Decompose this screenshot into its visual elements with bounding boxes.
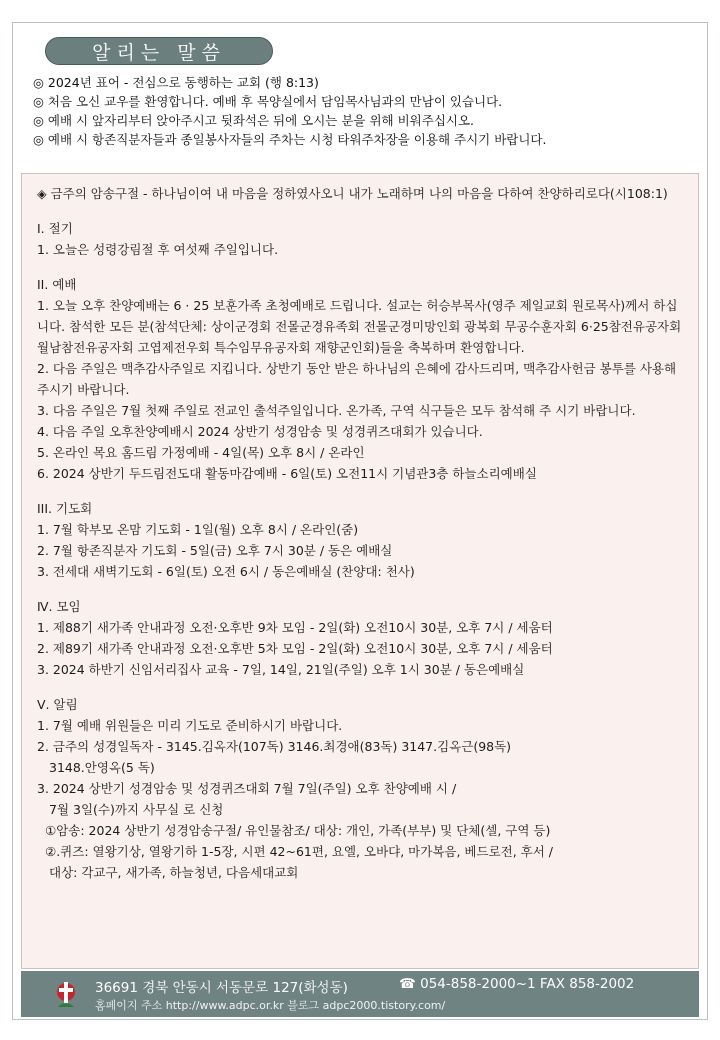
church-website-link[interactable]: 홈페이지 주소 http://www.adpc.or.kr 블로그 adpc2000.tistory.com/ (95, 999, 446, 1012)
church-footer (21, 971, 699, 1017)
section-item: 3. 2024 하반기 신임서리집사 교육 - 7일, 14일, 21일(주일) 오후 1시 30분 / 동은예배실 (37, 662, 525, 677)
section-item: 6. 2024 상반기 두드림전도대 활동마감예배 - 6일(토) 오전11시 기념관3층 하늘소리예배실 (37, 466, 537, 481)
section-heading: Ⅴ. 알림 (37, 697, 78, 712)
section-news (37, 694, 688, 883)
notice-item: ◎ 예배 시 항존직분자들과 종일봉사자들의 주차는 시청 타워주차장을 이용해 주시기 바랍니다. (33, 132, 547, 147)
notice-list (33, 73, 693, 149)
section-item: 5. 온라인 목요 홈드림 가정예배 - 4일(목) 오후 8시 / 온라인 (37, 445, 365, 460)
section-item: 2. 금주의 성경일독자 - 3145.김옥자(107독) 3146.최경애(83독) 3147.김옥근(98독) (37, 739, 512, 754)
section-worship (37, 274, 688, 484)
memory-verse: ◈ 금주의 암송구절 - 하나님이여 내 마음을 정하였사오니 내가 노래하며 나의 마음을 다하여 찬양하리로다(시108:1) (37, 186, 668, 201)
section-item-continued: 대상: 각교구, 새가족, 하늘청년, 다음세대교회 (49, 865, 299, 880)
section-item-continued: 7월 3일(수)까지 사무실 로 신청 (49, 802, 224, 817)
section-item-continued: 3148.안영옥(5 독) (49, 760, 155, 775)
section-heading: Ⅳ. 모임 (37, 599, 81, 614)
section-item: 3. 2024 상반기 성경암송 및 성경퀴즈대회 7월 7일(주일) 오후 찬양예배 시 / (37, 781, 457, 796)
section-item: 3. 다음 주일은 7월 첫째 주일로 전교인 출석주일입니다. 온가족, 구역 식구들은 모두 참석해 주 시기 바랍니다. (37, 403, 636, 418)
section-item: 4. 다음 주일 오후찬양예배시 2024 상반기 성경암송 및 성경퀴즈대회가 있습니다. (37, 424, 483, 439)
section-item: 1. 7월 학부모 온맘 기도회 - 1일(월) 오후 8시 / 온라인(줌) (37, 522, 359, 537)
church-address: 36691 경북 안동시 서동문로 127(화성동) (95, 980, 348, 996)
section-season (37, 218, 688, 260)
section-heading: III. 기도회 (37, 501, 93, 516)
section-item: 1. 7월 예배 위원들은 미리 기도로 준비하시기 바랍니다. (37, 718, 343, 733)
section-item: 1. 제88기 새가족 안내과정 오전·오후반 9차 모임 - 2일(화) 오전10시 30분, 오후 7시 / 세움터 (37, 620, 553, 635)
section-prayer (37, 498, 688, 582)
church-cross-logo-icon (55, 979, 77, 1009)
section-item: 1. 오늘은 성령강림절 후 여섯째 주일입니다. (37, 242, 279, 257)
section-item: 2. 7월 항존직분자 기도회 - 5일(금) 오후 7시 30분 / 동은 예배실 (37, 543, 393, 558)
church-phone: ☎ 054-858-2000~1 FAX 858-2002 (399, 976, 635, 992)
section-heading: I. 절기 (37, 221, 73, 236)
page-title: 알리는 말씀 (45, 37, 273, 65)
section-item: 2. 다음 주일은 맥추감사주일로 지킵니다. 상반기 동안 받은 하나님의 은혜에 감사드리며, 맥추감사헌금 봉투를 사용해 주시기 바랍니다. (37, 361, 677, 397)
section-item: 2. 제89기 새가족 안내과정 오전·오후반 5차 모임 - 2일(화) 오전10시 30분, 오후 7시 / 세움터 (37, 641, 553, 656)
section-meetings (37, 596, 688, 680)
section-heading: II. 예배 (37, 277, 77, 292)
bulletin-page (12, 22, 708, 1020)
notice-item: ◎ 예배 시 앞자리부터 앉아주시고 뒷좌석은 뒤에 오시는 분을 위해 비워주십시오. (33, 113, 475, 128)
notice-item: ◎ 2024년 표어 - 전심으로 동행하는 교회 (행 8:13) (33, 75, 319, 90)
section-subitem: ②.퀴즈: 열왕기상, 열왕기하 1-5장, 시편 42~61편, 요엘, 오바댜, 마가복음, 베드로전, 후서 / (45, 844, 554, 859)
notice-item: ◎ 처음 오신 교우를 환영합니다. 예배 후 목양실에서 담임목사님과의 만남이 있습니다. (33, 94, 503, 109)
section-subitem: ①암송: 2024 상반기 성경암송구절/ 유인물참조/ 대상: 개인, 가족(부부) 및 단체(셀, 구역 등) (45, 823, 551, 838)
section-item: 3. 전세대 새벽기도회 - 6일(토) 오전 6시 / 동은예배실 (찬양대: 천사) (37, 564, 415, 579)
announcement-box (21, 173, 699, 969)
section-item: 1. 오늘 오후 찬양예배는 6 · 25 보훈가족 초청예배로 드립니다. 설교는 허승부목사(영주 제일교회 원로목사)께서 하십니다. 참석한 모든 분(참석단체: 상이군경회 전몰군경유족회 전몰군경미망인회 광복회 무공수훈자회 6·25참전유공자회 월남참전유공자회 고엽제전우회 특수임무유공자회 재향군인회)들을 축복하며 환영합니다. (37, 298, 682, 355)
